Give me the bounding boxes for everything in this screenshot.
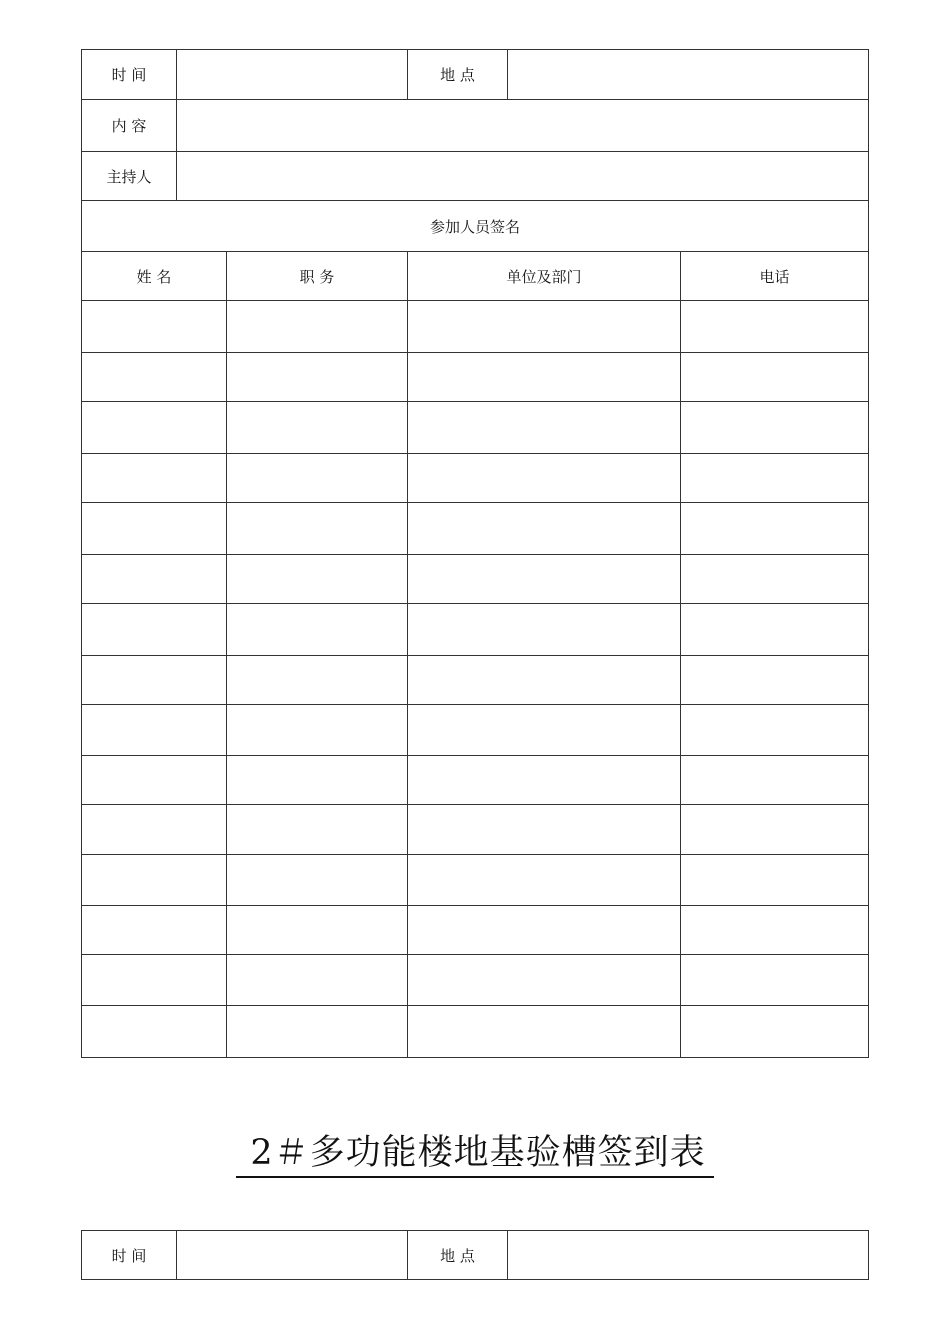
signature-rows [82, 301, 869, 1058]
content-row [82, 100, 869, 152]
signer-position-cell[interactable] [227, 555, 408, 604]
column-header-unit: 单位及部门 [408, 252, 681, 301]
signer-name-cell[interactable] [82, 955, 227, 1006]
host-row [82, 152, 869, 201]
form-title-wrap [0, 1130, 950, 1178]
signer-phone-cell[interactable] [681, 756, 869, 805]
signer-position-cell[interactable] [227, 705, 408, 756]
column-header-phone: 电话 [681, 252, 869, 301]
signature-row [82, 454, 869, 503]
form-title: 2＃多功能楼地基验槽签到表 [236, 1130, 713, 1178]
second-form-table [81, 1230, 869, 1280]
second-time-label: 时 间 [82, 1231, 177, 1280]
signature-row [82, 1006, 869, 1058]
signer-name-cell[interactable] [82, 301, 227, 353]
second-time-field[interactable] [177, 1231, 408, 1280]
signer-position-cell[interactable] [227, 301, 408, 353]
signer-position-cell[interactable] [227, 353, 408, 402]
signer-phone-cell[interactable] [681, 301, 869, 353]
signer-unit-cell[interactable] [408, 604, 681, 656]
signer-name-cell[interactable] [82, 906, 227, 955]
signer-name-cell[interactable] [82, 503, 227, 555]
signature-row [82, 855, 869, 906]
signer-position-cell[interactable] [227, 1006, 408, 1058]
signer-name-cell[interactable] [82, 756, 227, 805]
signer-phone-cell[interactable] [681, 906, 869, 955]
signature-header-row [82, 201, 869, 252]
signer-phone-cell[interactable] [681, 656, 869, 705]
signin-form-table [81, 49, 869, 1058]
signer-phone-cell[interactable] [681, 705, 869, 756]
signer-position-cell[interactable] [227, 805, 408, 855]
signer-phone-cell[interactable] [681, 353, 869, 402]
signer-unit-cell[interactable] [408, 855, 681, 906]
signature-row [82, 805, 869, 855]
signer-name-cell[interactable] [82, 705, 227, 756]
signer-name-cell[interactable] [82, 656, 227, 705]
signer-unit-cell[interactable] [408, 656, 681, 705]
signer-unit-cell[interactable] [408, 805, 681, 855]
signature-row [82, 656, 869, 705]
signer-name-cell[interactable] [82, 402, 227, 454]
signer-position-cell[interactable] [227, 503, 408, 555]
signer-unit-cell[interactable] [408, 454, 681, 503]
signer-unit-cell[interactable] [408, 402, 681, 454]
signer-position-cell[interactable] [227, 656, 408, 705]
signer-unit-cell[interactable] [408, 353, 681, 402]
signer-name-cell[interactable] [82, 855, 227, 906]
signature-row [82, 402, 869, 454]
signer-unit-cell[interactable] [408, 503, 681, 555]
signer-name-cell[interactable] [82, 555, 227, 604]
signer-phone-cell[interactable] [681, 503, 869, 555]
second-place-label: 地 点 [408, 1231, 508, 1280]
time-place-row [82, 50, 869, 100]
signer-name-cell[interactable] [82, 353, 227, 402]
signature-row [82, 756, 869, 805]
signer-unit-cell[interactable] [408, 906, 681, 955]
place-field[interactable] [508, 50, 869, 100]
signer-unit-cell[interactable] [408, 555, 681, 604]
signer-position-cell[interactable] [227, 855, 408, 906]
signature-row [82, 301, 869, 353]
time-field[interactable] [177, 50, 408, 100]
host-label: 主持人 [82, 152, 177, 201]
signer-name-cell[interactable] [82, 805, 227, 855]
content-label: 内 容 [82, 100, 177, 152]
signer-phone-cell[interactable] [681, 454, 869, 503]
signature-row [82, 353, 869, 402]
signer-phone-cell[interactable] [681, 402, 869, 454]
column-header-name: 姓 名 [82, 252, 227, 301]
signer-unit-cell[interactable] [408, 955, 681, 1006]
content-field[interactable] [177, 100, 869, 152]
signer-position-cell[interactable] [227, 604, 408, 656]
signer-phone-cell[interactable] [681, 555, 869, 604]
signature-row [82, 503, 869, 555]
signer-position-cell[interactable] [227, 756, 408, 805]
time-label: 时 间 [82, 50, 177, 100]
signer-phone-cell[interactable] [681, 1006, 869, 1058]
signer-name-cell[interactable] [82, 604, 227, 656]
signature-row [82, 906, 869, 955]
signature-row [82, 604, 869, 656]
signer-phone-cell[interactable] [681, 955, 869, 1006]
column-header-row [82, 252, 869, 301]
signer-unit-cell[interactable] [408, 756, 681, 805]
signer-unit-cell[interactable] [408, 1006, 681, 1058]
signer-phone-cell[interactable] [681, 604, 869, 656]
signer-phone-cell[interactable] [681, 805, 869, 855]
signer-position-cell[interactable] [227, 955, 408, 1006]
signer-unit-cell[interactable] [408, 301, 681, 353]
column-header-position: 职 务 [227, 252, 408, 301]
signer-phone-cell[interactable] [681, 855, 869, 906]
signature-row [82, 705, 869, 756]
second-place-field[interactable] [508, 1231, 869, 1280]
second-time-place-row [82, 1231, 869, 1280]
signer-position-cell[interactable] [227, 402, 408, 454]
signer-position-cell[interactable] [227, 906, 408, 955]
host-field[interactable] [177, 152, 869, 201]
signer-name-cell[interactable] [82, 454, 227, 503]
signer-name-cell[interactable] [82, 1006, 227, 1058]
signer-position-cell[interactable] [227, 454, 408, 503]
signature-row [82, 555, 869, 604]
signature-section-title: 参加人员签名 [82, 201, 869, 252]
signer-unit-cell[interactable] [408, 705, 681, 756]
signature-row [82, 955, 869, 1006]
place-label: 地 点 [408, 50, 508, 100]
